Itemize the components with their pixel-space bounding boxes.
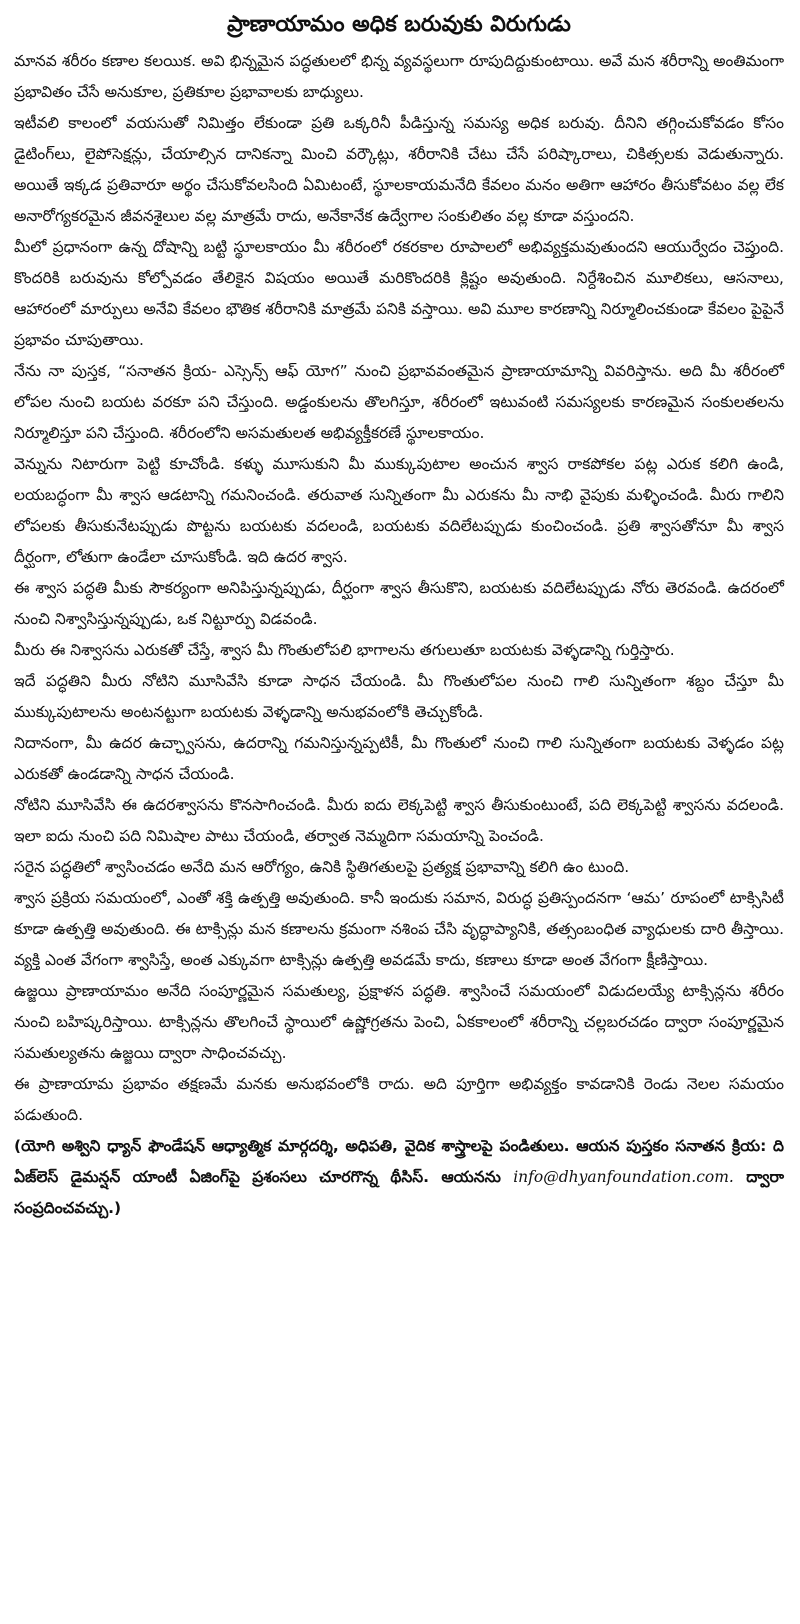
- paragraph-6: ఈ శ్వాస పద్ధతి మీకు సౌకర్యంగా అనిపిస్తున్నప్పుడు, దీర్ఘంగా శ్వాస తీసుకొని, బయటకు వదిలేటప్పుడు నోరు తెరవండి. ఉదరంలో నుంచి నిశ్వాసిస్తున్నప్పుడు, ఒక నిట్టూర్పు విడవండి.: [14, 579, 784, 628]
- paragraph-4: నేను నా పుస్తక, “సనాతన క్రియ- ఎస్సెన్స్ ఆఫ్ యోగ” నుంచి ప్రభావవంతమైన ప్రాణాయామాన్ని వివరిస్తాను. అది మీ శరీరంలో లోపల నుంచి బయట వరకూ పని చేస్తుంది. అడ్డంకులను తొలగిస్తూ, శరీరంలో ఇటువంటి సమస్యలకు కారణమైన సంకులతలను నిర్మూలిస్తూ పని చేస్తుంది. శరీరంలోని అసమతులత అభివ్యక్తీకరణే స్థూలకాయం.: [14, 362, 784, 442]
- paragraph-12: శ్వాస ప్రక్రియ సమయంలో, ఎంతో శక్తి ఉత్పత్తి అవుతుంది. కానీ ఇందుకు సమాన, విరుద్ధ ప్రతిస్పందనగా ‘ఆమ’ రూపంలో టాక్సిసిటీ కూడా ఉత్పత్తి అవుతుంది. ఈ టాక్సిన్లు మన కణాలను క్రమంగా నశింప చేసి వృద్ధాప్యానికి, తత్సంబంధిత వ్యాధులకు దారి తీస్తాయి. వ్యక్తి ఎంత వేగంగా శ్వాసిస్తే, అంత ఎక్కువగా టాక్సిన్లు ఉత్పత్తి అవడమే కాదు, కణాలు కూడా అంత వేగంగా క్షీణిస్తాయి.: [14, 889, 784, 969]
- paragraph-7: మీరు ఈ నిశ్వాసను ఎరుకతో చేస్తే, శ్వాస మీ గొంతులోపలి భాగాలను తగులుతూ బయటకు వెళ్ళడాన్ని గుర్తిస్తారు.: [14, 641, 675, 659]
- author-credit: [14, 1131, 784, 1224]
- paragraph-5: వెన్నును నిటారుగా పెట్టి కూచోండి. కళ్ళు మూసుకుని మీ ముక్కుపుటాల అంచున శ్వాస రాకపోకల పట్ల ఎరుక కలిగి ఉండి, లయబద్ధంగా మీ శ్వాస ఆడటాన్ని గమనించండి. తరువాత సున్నితంగా మీ ఎరుకను మీ నాభి వైపుకు మళ్ళించండి. మీరు గాలిని లోపలకు తీసుకునేటప్పుడు పొట్టను బయటకు వదలండి, బయటకు వదిలేటప్పుడు కుంచించండి. ప్రతి శ్వాసతోనూ మీ శ్వాస దీర్ఘంగా, లోతుగా ఉండేలా చూసుకోండి. ఇది ఉదర శ్వాస.: [14, 455, 784, 566]
- paragraph-1: మానవ శరీరం కణాల కలయిక. అవి భిన్నమైన పద్ధతులలో భిన్న వ్యవస్థలుగా రూపుదిద్దుకుంటాయి. అవే మన శరీరాన్ని అంతిమంగా ప్రభావితం చేసే అనుకూల, ప్రతికూల ప్రభావాలకు బాధ్యులు.: [14, 52, 784, 101]
- paragraph-9: నిదానంగా, మీ ఉదర ఉచ్ఛ్వాసను, ఉదరాన్ని గమనిస్తున్నప్పటికీ, మీ గొంతులో నుంచి గాలి సున్నితంగా బయటకు వెళ్ళడం పట్ల ఎరుకతో ఉండడాన్ని సాధన చేయండి.: [14, 734, 784, 783]
- paragraph-13: ఉజ్జయి ప్రాణాయామం అనేది సంపూర్ణమైన సమతుల్య, ప్రక్షాళన పద్ధతి. శ్వాసించే సమయంలో విడుదలయ్యే టాక్సిన్లను శరీరం నుంచి బహిష్కరిస్తాయి. టాక్సిన్లను తొలగించే స్థాయిలో ఉష్ణోగ్రతను పెంచి, ఏకకాలంలో శరీరాన్ని చల్లబరచడం ద్వారా సంపూర్ణమైన సమతుల్యతను ఉజ్జయి ద్వారా సాధించవచ్చు.: [14, 982, 784, 1062]
- contact-email: info@dhyanfoundation.com.: [513, 1168, 734, 1186]
- article-body: [14, 46, 784, 1224]
- paragraph-14: ఈ ప్రాణాయామ ప్రభావం తక్షణమే మనకు అనుభవంలోకి రాదు. అది పూర్తిగా అభివ్యక్తం కావడానికి రెండు నెలల సమయం పడుతుంది.: [14, 1075, 784, 1124]
- credit-text: (యోగి అశ్విని ధ్యాన్ ఫౌండేషన్ ఆధ్యాత్మిక మార్గదర్శి, అధిపతి, వైదిక శాస్త్రాలపై పండితులు. ఆయన పుస్తకం సనాతన క్రియ: ది ఏజ్‌లెస్ డైమన్షన్ యాంటీ ఏజింగ్‌పై ప్రశంసలు చూరగొన్న థీసిస్. ఆయనను: [14, 1137, 784, 1186]
- paragraph-11: సరైన పద్ధతిలో శ్వాసించడం అనేది మన ఆరోగ్యం, ఉనికి స్థితిగతులపై ప్రత్యక్ష ప్రభావాన్ని కలిగి ఉం టుంది.: [14, 858, 630, 876]
- paragraph-10: నోటిని మూసివేసి ఈ ఉదరశ్వాసను కొనసాగించండి. మీరు ఐదు లెక్కపెట్టి శ్వాస తీసుకుంటుంటే, పది లెక్కపెట్టి శ్వాసను వదలండి. ఇలా ఐదు నుంచి పది నిమిషాల పాటు చేయండి, తర్వాత నెమ్మదిగా సమయాన్ని పెంచండి.: [14, 796, 784, 845]
- article-title: ప్రాణాయామం అధిక బరువుకు విరుగుడు: [227, 12, 571, 37]
- paragraph-8: ఇదే పద్ధతిని మీరు నోటిని మూసివేసి కూడా సాధన చేయండి. మీ గొంతులోపల నుంచి గాలి సున్నితంగా శబ్దం చేస్తూ మీ ముక్కుపుటాలను అంటనట్టుగా బయటకు వెళ్ళడాన్ని అనుభవంలోకి తెచ్చుకోండి.: [14, 672, 784, 721]
- credit-suffix: ద్వారా సంప్రదించవచ్చు.): [14, 1168, 784, 1217]
- paragraph-3: మీలో ప్రధానంగా ఉన్న దోషాన్ని బట్టి స్థూలకాయం మీ శరీరంలో రకరకాల రూపాలలో అభివ్యక్తమవుతుందని ఆయుర్వేదం చెప్తుంది. కొందరికి బరువును కోల్పోవడం తేలికైన విషయం అయితే మరికొందరికి క్లిష్టం అవుతుంది. నిర్దేశించిన మూలికలు, ఆసనాలు, ఆహారంలో మార్పులు అనేవి కేవలం భౌతిక శరీరానికి మాత్రమే పనికి వస్తాయి. అవి మూల కారణాన్ని నిర్మూలించకుండా కేవలం పైపైనే ప్రభావం చూపుతాయి.: [14, 238, 784, 349]
- paragraph-2: ఇటీవలి కాలంలో వయసుతో నిమిత్తం లేకుండా ప్రతి ఒక్కరినీ పీడిస్తున్న సమస్య అధిక బరువు. దీనిని తగ్గించుకోవడం కోసం డైటింగ్‌లు, లైపోసెక్షన్లు, చేయాల్సిన దానికన్నా మించి వర్కౌట్లు, శరీరానికి చేటు చేసే పరిష్కారాలు, చికిత్సలకు వెడుతున్నారు. అయితే ఇక్కడ ప్రతివారూ అర్థం చేసుకోవలసింది ఏమిటంటే, స్థూలకాయమనేది కేవలం మనం అతిగా ఆహారం తీసుకోవటం వల్ల లేక అనారోగ్యకరమైన జీవనశైలుల వల్ల మాత్రమే రాదు, అనేకానేక ఉద్వేగాల సంకులితం వల్ల కూడా వస్తుందని.: [14, 114, 784, 225]
